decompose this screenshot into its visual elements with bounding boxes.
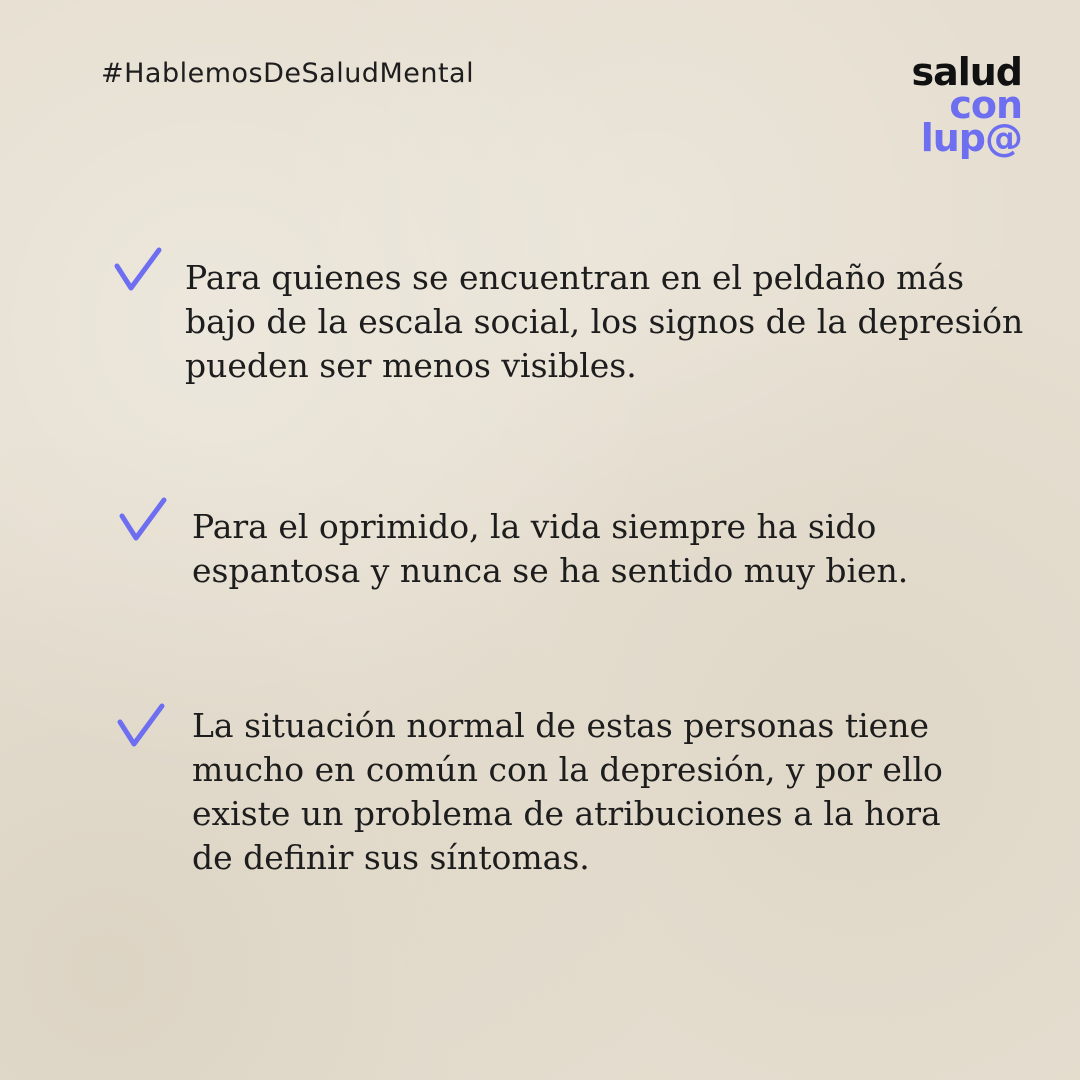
- list-item-2-line: Para el oprimido, la vida siempre ha sido: [192, 507, 877, 546]
- list-item-1: [185, 256, 1023, 388]
- list-item-1-line: Para quienes se encuentran en el peldaño más: [185, 258, 965, 297]
- check-icon: [113, 246, 163, 294]
- list-item-2-line: espantosa y nunca se ha sentido muy bien.: [192, 551, 909, 590]
- check-icon: [116, 702, 166, 750]
- check-icon: [118, 496, 168, 544]
- list-item-3-line: mucho en común con la depresión, y por ello: [192, 750, 943, 789]
- logo-line-lupa: lup@: [920, 116, 1022, 160]
- list-item-1-line: pueden ser menos visibles.: [185, 346, 637, 385]
- hashtag-title: #HablemosDeSaludMental: [101, 58, 475, 89]
- list-item-1-line: bajo de la escala social, los signos de la depresión: [185, 302, 1024, 341]
- brand-logo: [911, 50, 1022, 160]
- logo-line-con: con: [949, 83, 1022, 127]
- list-item-3: [192, 704, 943, 880]
- list-item-2: [192, 505, 908, 593]
- logo-line-salud: salud: [911, 50, 1022, 94]
- list-item-3-line: La situación normal de estas personas tiene: [192, 706, 929, 745]
- list-item-3-line: existe un problema de atribuciones a la hora: [192, 794, 941, 833]
- list-item-3-line: de definir sus síntomas.: [192, 838, 590, 877]
